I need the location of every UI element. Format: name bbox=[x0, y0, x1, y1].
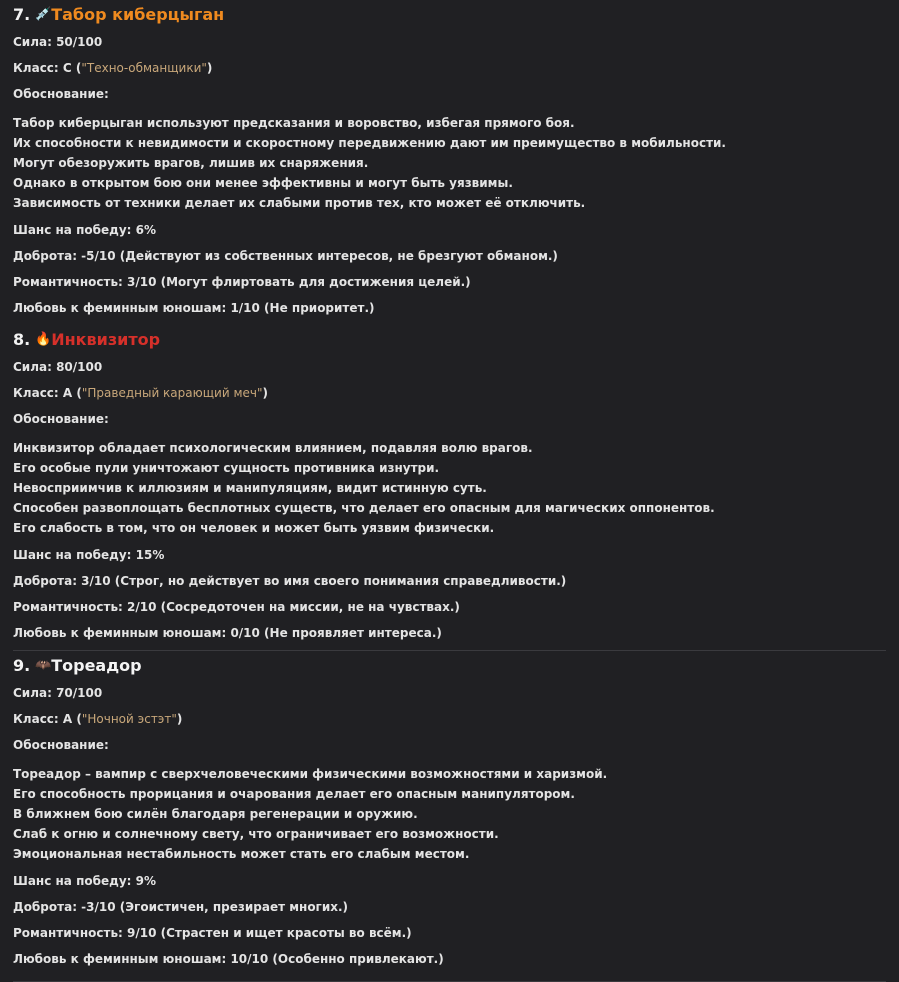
rationale-line: Его способность прорицания и очарования делает его опасным манипулятором. bbox=[13, 787, 575, 801]
love-line: Любовь к феминным юношам: 1/10 (Не приоритет.) bbox=[13, 301, 375, 315]
fire-icon: 🔥 bbox=[35, 332, 52, 347]
rationale-line: В ближнем бою силён благодаря регенерации и оружию. bbox=[13, 807, 418, 821]
rationale-line: Однако в открытом бою они менее эффективны и могут быть уязвимы. bbox=[13, 176, 513, 190]
class-line bbox=[13, 711, 886, 728]
class-quote: "Техно-обманщики" bbox=[81, 61, 207, 75]
bat-icon: 🦇 bbox=[35, 658, 52, 673]
entry-number: 8. bbox=[13, 330, 31, 349]
rationale-line: Инквизитор обладает психологическим влиянием, подавляя волю врагов. bbox=[13, 441, 533, 455]
entry-8 bbox=[13, 325, 886, 651]
class-quote: "Праведный карающий меч" bbox=[81, 386, 263, 400]
class-suffix: ) bbox=[176, 712, 183, 726]
class-suffix: ) bbox=[206, 61, 213, 75]
win-chance-line: Шанс на победу: 6% bbox=[13, 223, 156, 237]
rationale-line: Его слабость в том, что он человек и может быть уязвим физически. bbox=[13, 521, 495, 535]
rationale-line: Могут обезоружить врагов, лишив их снаряжения. bbox=[13, 156, 369, 170]
rationale-line: Эмоциональная нестабильность может стать его слабым местом. bbox=[13, 847, 470, 861]
romance-line: Романтичность: 2/10 (Сосредоточен на миссии, не на чувствах.) bbox=[13, 600, 460, 614]
entry-number: 9. bbox=[13, 656, 31, 675]
rationale-line: Его особые пули уничтожают сущность противника изнутри. bbox=[13, 461, 440, 475]
entry-heading bbox=[13, 0, 886, 25]
entry-number: 7. bbox=[13, 5, 31, 24]
kindness-line: Доброта: 3/10 (Строг, но действует во имя своего понимания справедливости.) bbox=[13, 574, 567, 588]
entry-name: Табор киберцыган bbox=[51, 5, 225, 24]
entry-7 bbox=[13, 0, 886, 317]
rationale-line: Зависимость от техники делает их слабыми против тех, кто может её отключить. bbox=[13, 196, 586, 210]
class-line bbox=[13, 60, 886, 77]
win-chance-line: Шанс на победу: 9% bbox=[13, 874, 156, 888]
syringe-icon: 💉 bbox=[35, 7, 52, 22]
entry-name: Инквизитор bbox=[51, 330, 161, 349]
entry-heading bbox=[13, 325, 886, 350]
class-quote: "Ночной эстэт" bbox=[81, 712, 177, 726]
class-line bbox=[13, 385, 886, 402]
rationale-label: Обоснование: bbox=[13, 87, 109, 101]
rationale-paragraph bbox=[13, 764, 886, 864]
class-label: Класс: C ( bbox=[13, 61, 82, 75]
love-line: Любовь к феминным юношам: 10/10 (Особенно привлекают.) bbox=[13, 952, 444, 966]
entry-name: Тореадор bbox=[51, 656, 142, 675]
class-label: Класс: A ( bbox=[13, 386, 82, 400]
strength-line: Сила: 50/100 bbox=[13, 35, 103, 49]
class-label: Класс: A ( bbox=[13, 712, 82, 726]
rationale-label: Обоснование: bbox=[13, 412, 109, 426]
rationale-line: Их способности к невидимости и скоростному передвижению дают им преимущество в мобильности. bbox=[13, 136, 726, 150]
rationale-line: Невосприимчив к иллюзиям и манипуляциям, видит истинную суть. bbox=[13, 481, 487, 495]
strength-line: Сила: 70/100 bbox=[13, 686, 103, 700]
rationale-line: Слаб к огню и солнечному свету, что ограничивает его возможности. bbox=[13, 827, 499, 841]
rationale-line: Табор киберцыган используют предсказания и воровство, избегая прямого боя. bbox=[13, 116, 575, 130]
entry-9 bbox=[13, 651, 886, 968]
rationale-label: Обоснование: bbox=[13, 738, 109, 752]
rationale-line: Тореадор – вампир с сверхчеловеческими физическими возможностями и харизмой. bbox=[13, 767, 608, 781]
romance-line: Романтичность: 3/10 (Могут флиртовать для достижения целей.) bbox=[13, 275, 471, 289]
kindness-line: Доброта: -5/10 (Действуют из собственных интересов, не брезгуют обманом.) bbox=[13, 249, 558, 263]
rationale-paragraph bbox=[13, 113, 886, 213]
love-line: Любовь к феминным юношам: 0/10 (Не проявляет интереса.) bbox=[13, 626, 442, 640]
class-suffix: ) bbox=[262, 386, 268, 400]
win-chance-line: Шанс на победу: 15% bbox=[13, 548, 165, 562]
strength-line: Сила: 80/100 bbox=[13, 360, 103, 374]
rationale-line: Способен развоплощать бесплотных существ, что делает его опасным для магических оппонентов. bbox=[13, 501, 715, 515]
rationale-paragraph bbox=[13, 438, 886, 538]
romance-line: Романтичность: 9/10 (Страстен и ищет красоты во всём.) bbox=[13, 926, 412, 940]
kindness-line: Доброта: -3/10 (Эгоистичен, презирает многих.) bbox=[13, 900, 349, 914]
entry-heading bbox=[13, 651, 886, 676]
